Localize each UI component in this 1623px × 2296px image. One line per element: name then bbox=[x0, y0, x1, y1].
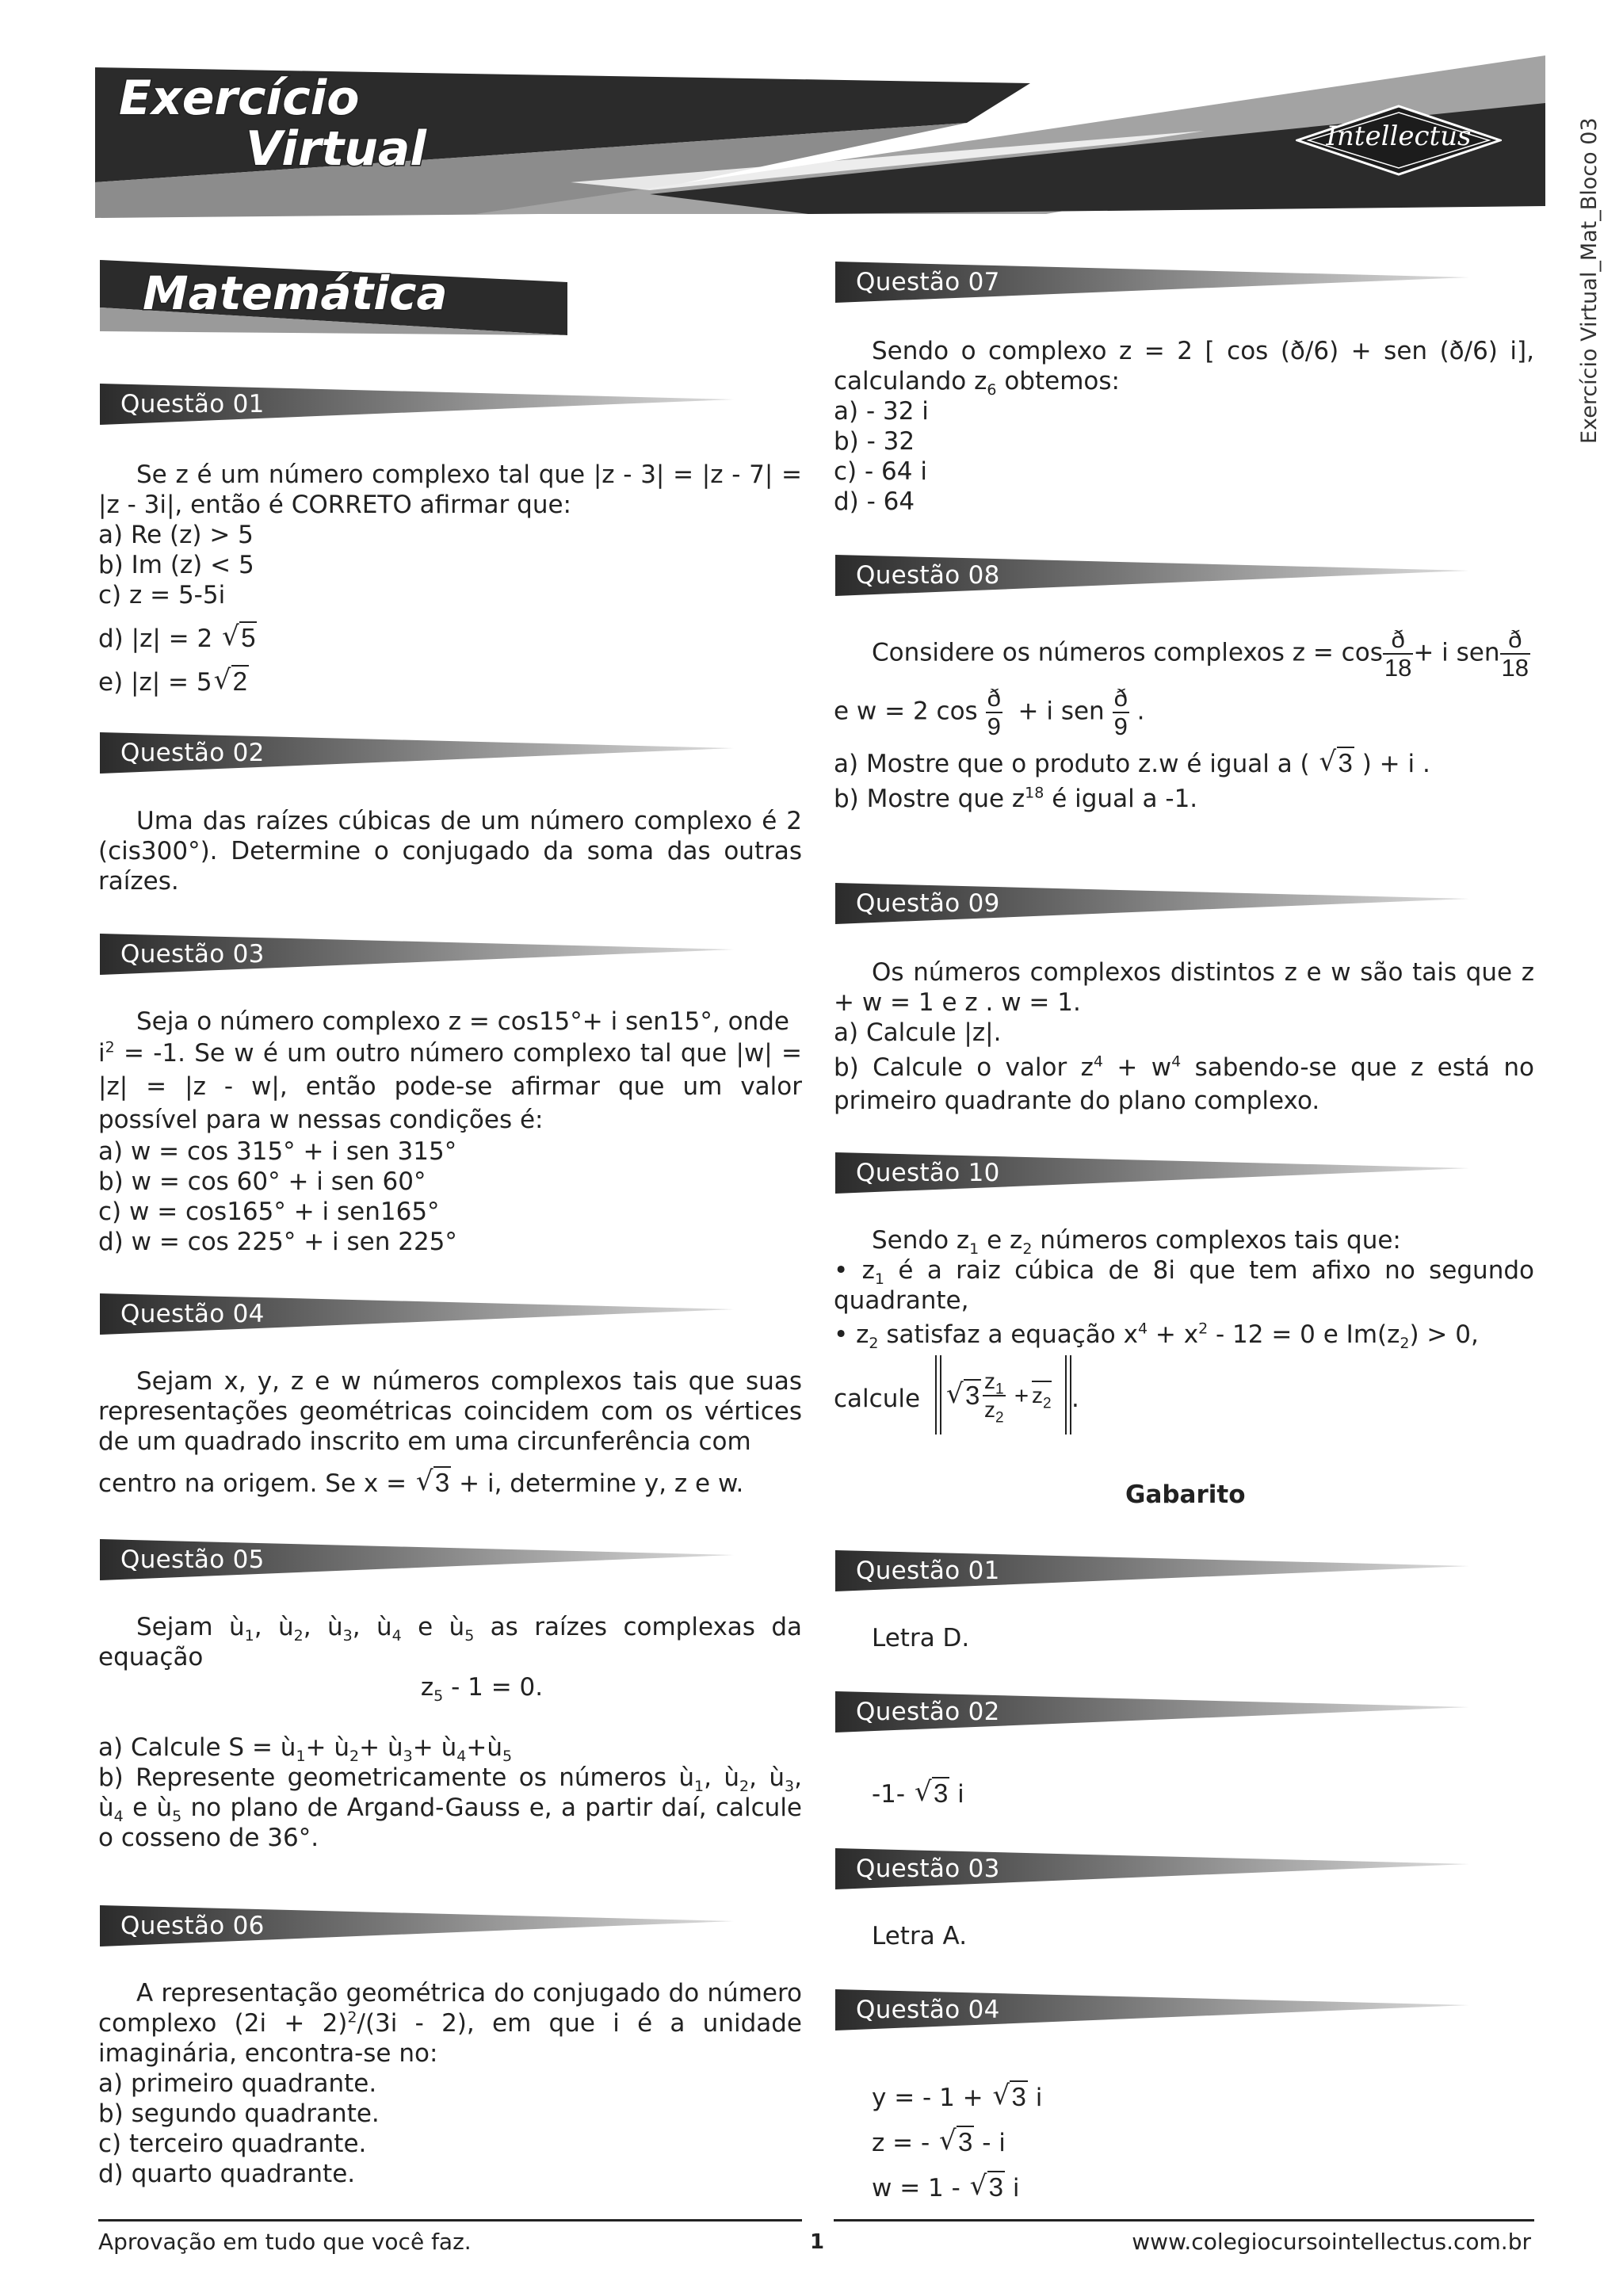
gabarito-04-z: z = - √ 3 - i bbox=[872, 2120, 1042, 2165]
question-02-header bbox=[100, 732, 734, 774]
gabarito-04-header bbox=[835, 1989, 1469, 2030]
question-10-expression bbox=[834, 1354, 1534, 1441]
question-01-stem: Se z é um número complexo tal que |z - 3| = |z - 7| = |z - 3i|, então é CORRETO afirmar que: bbox=[98, 460, 802, 519]
gabarito-01-answer: Letra D. bbox=[872, 1624, 970, 1652]
banner-title bbox=[119, 71, 426, 177]
gabarito-02-header bbox=[835, 1691, 1469, 1733]
fraction: $\frac{ð}{9}$ bbox=[987, 684, 1001, 740]
sqrt-symbol: √ 2 bbox=[213, 664, 247, 696]
sqrt-symbol: √ 3 bbox=[914, 1776, 949, 1808]
question-01-option-e: e) |z| = 5 √ 2 bbox=[98, 664, 247, 697]
question-07-option-c: c) - 64 i bbox=[834, 457, 927, 486]
question-01-option-d: d) |z| = 2 √ 5 bbox=[98, 621, 256, 653]
question-06-stem: A representação geométrica do conjugado do número complexo $(2i + 2)^2/(3i - 2)$, em que i é a unidade imaginária, encontra-se no: bbox=[98, 1979, 803, 2068]
question-03-option-c: c) w = cos165° + i sen165° bbox=[98, 1198, 440, 1226]
gabarito-03-label: Questão 03 bbox=[856, 1855, 1000, 1883]
footer-slogan: Aprovação em tudo que você faz. bbox=[98, 2229, 472, 2255]
question-07-option-d: d) - 64 bbox=[834, 487, 915, 516]
question-03-body bbox=[98, 1007, 802, 1257]
fraction: $\frac{ð}{18}$ bbox=[1384, 625, 1412, 682]
question-03-stem-line1: Seja o número complexo z = cos15°+ i sen15°, onde bbox=[136, 1007, 789, 1036]
fraction: $\frac{ð}{9}$ bbox=[1113, 684, 1128, 740]
question-09-header bbox=[835, 883, 1469, 924]
question-09-label: Questão 09 bbox=[856, 889, 1000, 918]
question-08-header bbox=[835, 555, 1469, 596]
question-03-label: Questão 03 bbox=[120, 940, 265, 968]
question-05-label: Questão 05 bbox=[120, 1545, 265, 1574]
gabarito-04-label: Questão 04 bbox=[856, 1996, 1000, 2024]
question-08-line1: Considere os números complexos z = cos $\frac{ð}{18}$ + i sen $\frac{ð}{18}$ bbox=[872, 625, 1529, 682]
question-02-label: Questão 02 bbox=[120, 739, 265, 767]
question-10-plus: + bbox=[1014, 1381, 1029, 1409]
question-03-option-a: a) w = cos 315° + i sen 315° bbox=[98, 1137, 457, 1166]
question-06-label: Questão 06 bbox=[120, 1912, 265, 1940]
sqrt-symbol: √ 3 bbox=[415, 1465, 450, 1497]
question-09-stem: Os números complexos distintos z e w são tais que z + w = 1 e z . w = 1. bbox=[834, 958, 1534, 1017]
question-10-bullet-1: • $z_1$ é a raiz cúbica de 8i que tem afixo no segundo quadrante, bbox=[834, 1256, 1534, 1315]
question-10-dot: . bbox=[1071, 1385, 1079, 1413]
gabarito-04-w: w = 1 - √ 3 i bbox=[872, 2165, 1042, 2210]
page-number: 1 bbox=[810, 2230, 825, 2254]
question-08-item-b: b) Mostre que $z^{18}$ é igual a -1. bbox=[834, 784, 1198, 813]
footer-rule-left bbox=[98, 2219, 802, 2222]
question-07-label: Questão 07 bbox=[856, 268, 1000, 296]
question-09-item-b: b) Calcule o valor $z^4 + w^4$ sabendo-se que z está no primeiro quadrante do plano complexo. bbox=[834, 1052, 1534, 1115]
question-01-option-c: c) z = 5-5i bbox=[98, 581, 226, 609]
question-06-option-d: d) quarto quadrante. bbox=[98, 2160, 356, 2188]
question-08-body bbox=[834, 626, 1534, 814]
question-04-stem-last: centro na origem. Se x = √ 3 + i, determine y, z e w. bbox=[98, 1465, 744, 1498]
question-03-header bbox=[100, 934, 734, 975]
footer-website[interactable]: www.colegiocursointellectus.com.br bbox=[1132, 2229, 1531, 2255]
gabarito-03-answer: Letra A. bbox=[872, 1922, 968, 1950]
question-07-header bbox=[835, 262, 1469, 303]
sqrt-symbol: √ 3 bbox=[969, 2170, 1004, 2202]
sqrt-symbol: √ 5 bbox=[222, 621, 256, 652]
question-04-stem: Sejam x, y, z e w números complexos tais que suas representações geométricas coincidem com os vértices de um quadrado inscrito em uma circunferência com bbox=[98, 1367, 802, 1456]
question-02-body bbox=[98, 806, 802, 896]
question-10-label: Questão 10 bbox=[856, 1159, 1000, 1187]
question-03-option-d: d) w = cos 225° + i sen 225° bbox=[98, 1228, 457, 1256]
sqrt-symbol: √ 3 bbox=[939, 2125, 973, 2157]
question-01-header bbox=[100, 384, 734, 425]
question-06-header bbox=[100, 1905, 734, 1946]
question-07-stem: Sendo o complexo z = 2 [ cos (ð/6) + sen (ð/6) i], calculando $z_6$ obtemos: bbox=[834, 337, 1534, 399]
sqrt-symbol: √ 3 bbox=[992, 2080, 1026, 2111]
gabarito-04-y: y = - 1 + √ 3 i bbox=[872, 2075, 1042, 2120]
question-04-header bbox=[100, 1293, 734, 1335]
question-02-stem: Uma das raízes cúbicas de um número complexo é 2 (cis300°). Determine o conjugado da soma das outras raízes. bbox=[98, 807, 802, 896]
question-07-option-a: a) - 32 i bbox=[834, 397, 929, 426]
gabarito-02-answer: -1- √ 3 i bbox=[872, 1776, 964, 1809]
subject-title: Matemática bbox=[143, 266, 448, 320]
gabarito-title: Gabarito bbox=[1125, 1480, 1246, 1509]
question-01-label: Questão 01 bbox=[120, 390, 265, 418]
footer-rule-right bbox=[834, 2219, 1534, 2222]
question-09-item-a: a) Calcule |z|. bbox=[834, 1018, 1002, 1047]
question-06-option-a: a) primeiro quadrante. bbox=[98, 2069, 377, 2098]
question-09-body bbox=[834, 957, 1534, 1117]
intellectus-logo: Intellectus bbox=[1326, 120, 1472, 152]
question-06-body bbox=[98, 1978, 802, 2189]
question-05-body bbox=[98, 1612, 802, 1853]
question-04-body bbox=[98, 1366, 802, 1499]
question-05-item-b: b) Represente geometricamente os números $ù_1$, $ù_2$, $ù_3$, $ù_4$ e $ù_5$ no plano de Argand-Gauss e, a partir daí, calcule o cosseno de 36°. bbox=[98, 1763, 803, 1852]
question-10-calcule: calcule bbox=[834, 1385, 921, 1413]
question-07-body bbox=[834, 336, 1534, 517]
question-03-stem-line2: $i^2 = -1$. Se w é um outro número complexo tal que |w| = |z| = |z - w|, então pode-se afirmar que um valor possível para w nessas condições é: bbox=[98, 1038, 802, 1134]
gabarito-04-answer bbox=[872, 2075, 1042, 2210]
question-05-header bbox=[100, 1539, 734, 1580]
question-10-stem: Sendo $z_1$ e $z_2$ números complexos tais que: bbox=[872, 1226, 1401, 1259]
gabarito-02-label: Questão 02 bbox=[856, 1698, 1000, 1726]
question-05-item-a: a) Calcule $S = ù_1+$ $ù_2+$ $ù_3+$ $ù_4+ù_5$ bbox=[98, 1733, 513, 1766]
sqrt-symbol: √ 3 bbox=[946, 1378, 980, 1410]
question-08-line2: e w = 2 cos $\frac{ð}{9}$ + i sen $\frac{ð}{9}$ . bbox=[834, 684, 1145, 740]
banner-title-line2: Virtual bbox=[246, 121, 426, 177]
question-08-item-a: a) Mostre que o produto z.w é igual a ( √ 3 ) + i . bbox=[834, 746, 1430, 778]
question-10-body bbox=[834, 1225, 1534, 1441]
abs-bar-right bbox=[1065, 1355, 1071, 1435]
gabarito-03-header bbox=[835, 1848, 1469, 1889]
fraction: $\frac{z_1}{z_2}$ bbox=[984, 1369, 1004, 1427]
conjugate-z2: $z_2$ bbox=[1032, 1381, 1052, 1409]
abs-bar-left bbox=[935, 1355, 941, 1435]
banner-title-line1: Exercício bbox=[119, 71, 360, 126]
question-08-label: Questão 08 bbox=[856, 561, 1000, 590]
gabarito-01-label: Questão 01 bbox=[856, 1557, 1000, 1585]
question-07-option-b: b) - 32 bbox=[834, 427, 915, 456]
sqrt-symbol: √ 3 bbox=[1319, 746, 1353, 777]
question-01-option-b: b) Im (z) < 5 bbox=[98, 551, 254, 579]
question-10-bullet-2: • $z_2$ satisfaz a equação $x^4 + x^2 - 12 = 0$ e $Im(z_2) > 0$, bbox=[834, 1320, 1479, 1353]
side-label: Exercício Virtual_Mat_Bloco 03 bbox=[1577, 117, 1602, 444]
question-06-option-c: c) terceiro quadrante. bbox=[98, 2130, 367, 2158]
fraction: $\frac{ð}{18}$ bbox=[1501, 625, 1529, 682]
question-10-header bbox=[835, 1152, 1469, 1194]
question-05-stem: Sejam $ù_1$, $ù_2$, $ù_3$, $ù_4$ e $ù_5$ as raízes complexas da equação bbox=[98, 1613, 803, 1671]
question-01-body bbox=[98, 460, 802, 697]
question-06-option-b: b) segundo quadrante. bbox=[98, 2099, 380, 2128]
question-01-option-a: a) Re (z) > 5 bbox=[98, 521, 254, 549]
question-05-equation: $z_5 - 1 = 0$. bbox=[420, 1673, 544, 1706]
question-04-label: Questão 04 bbox=[120, 1300, 265, 1328]
question-03-option-b: b) w = cos 60° + i sen 60° bbox=[98, 1167, 426, 1196]
gabarito-01-header bbox=[835, 1550, 1469, 1591]
